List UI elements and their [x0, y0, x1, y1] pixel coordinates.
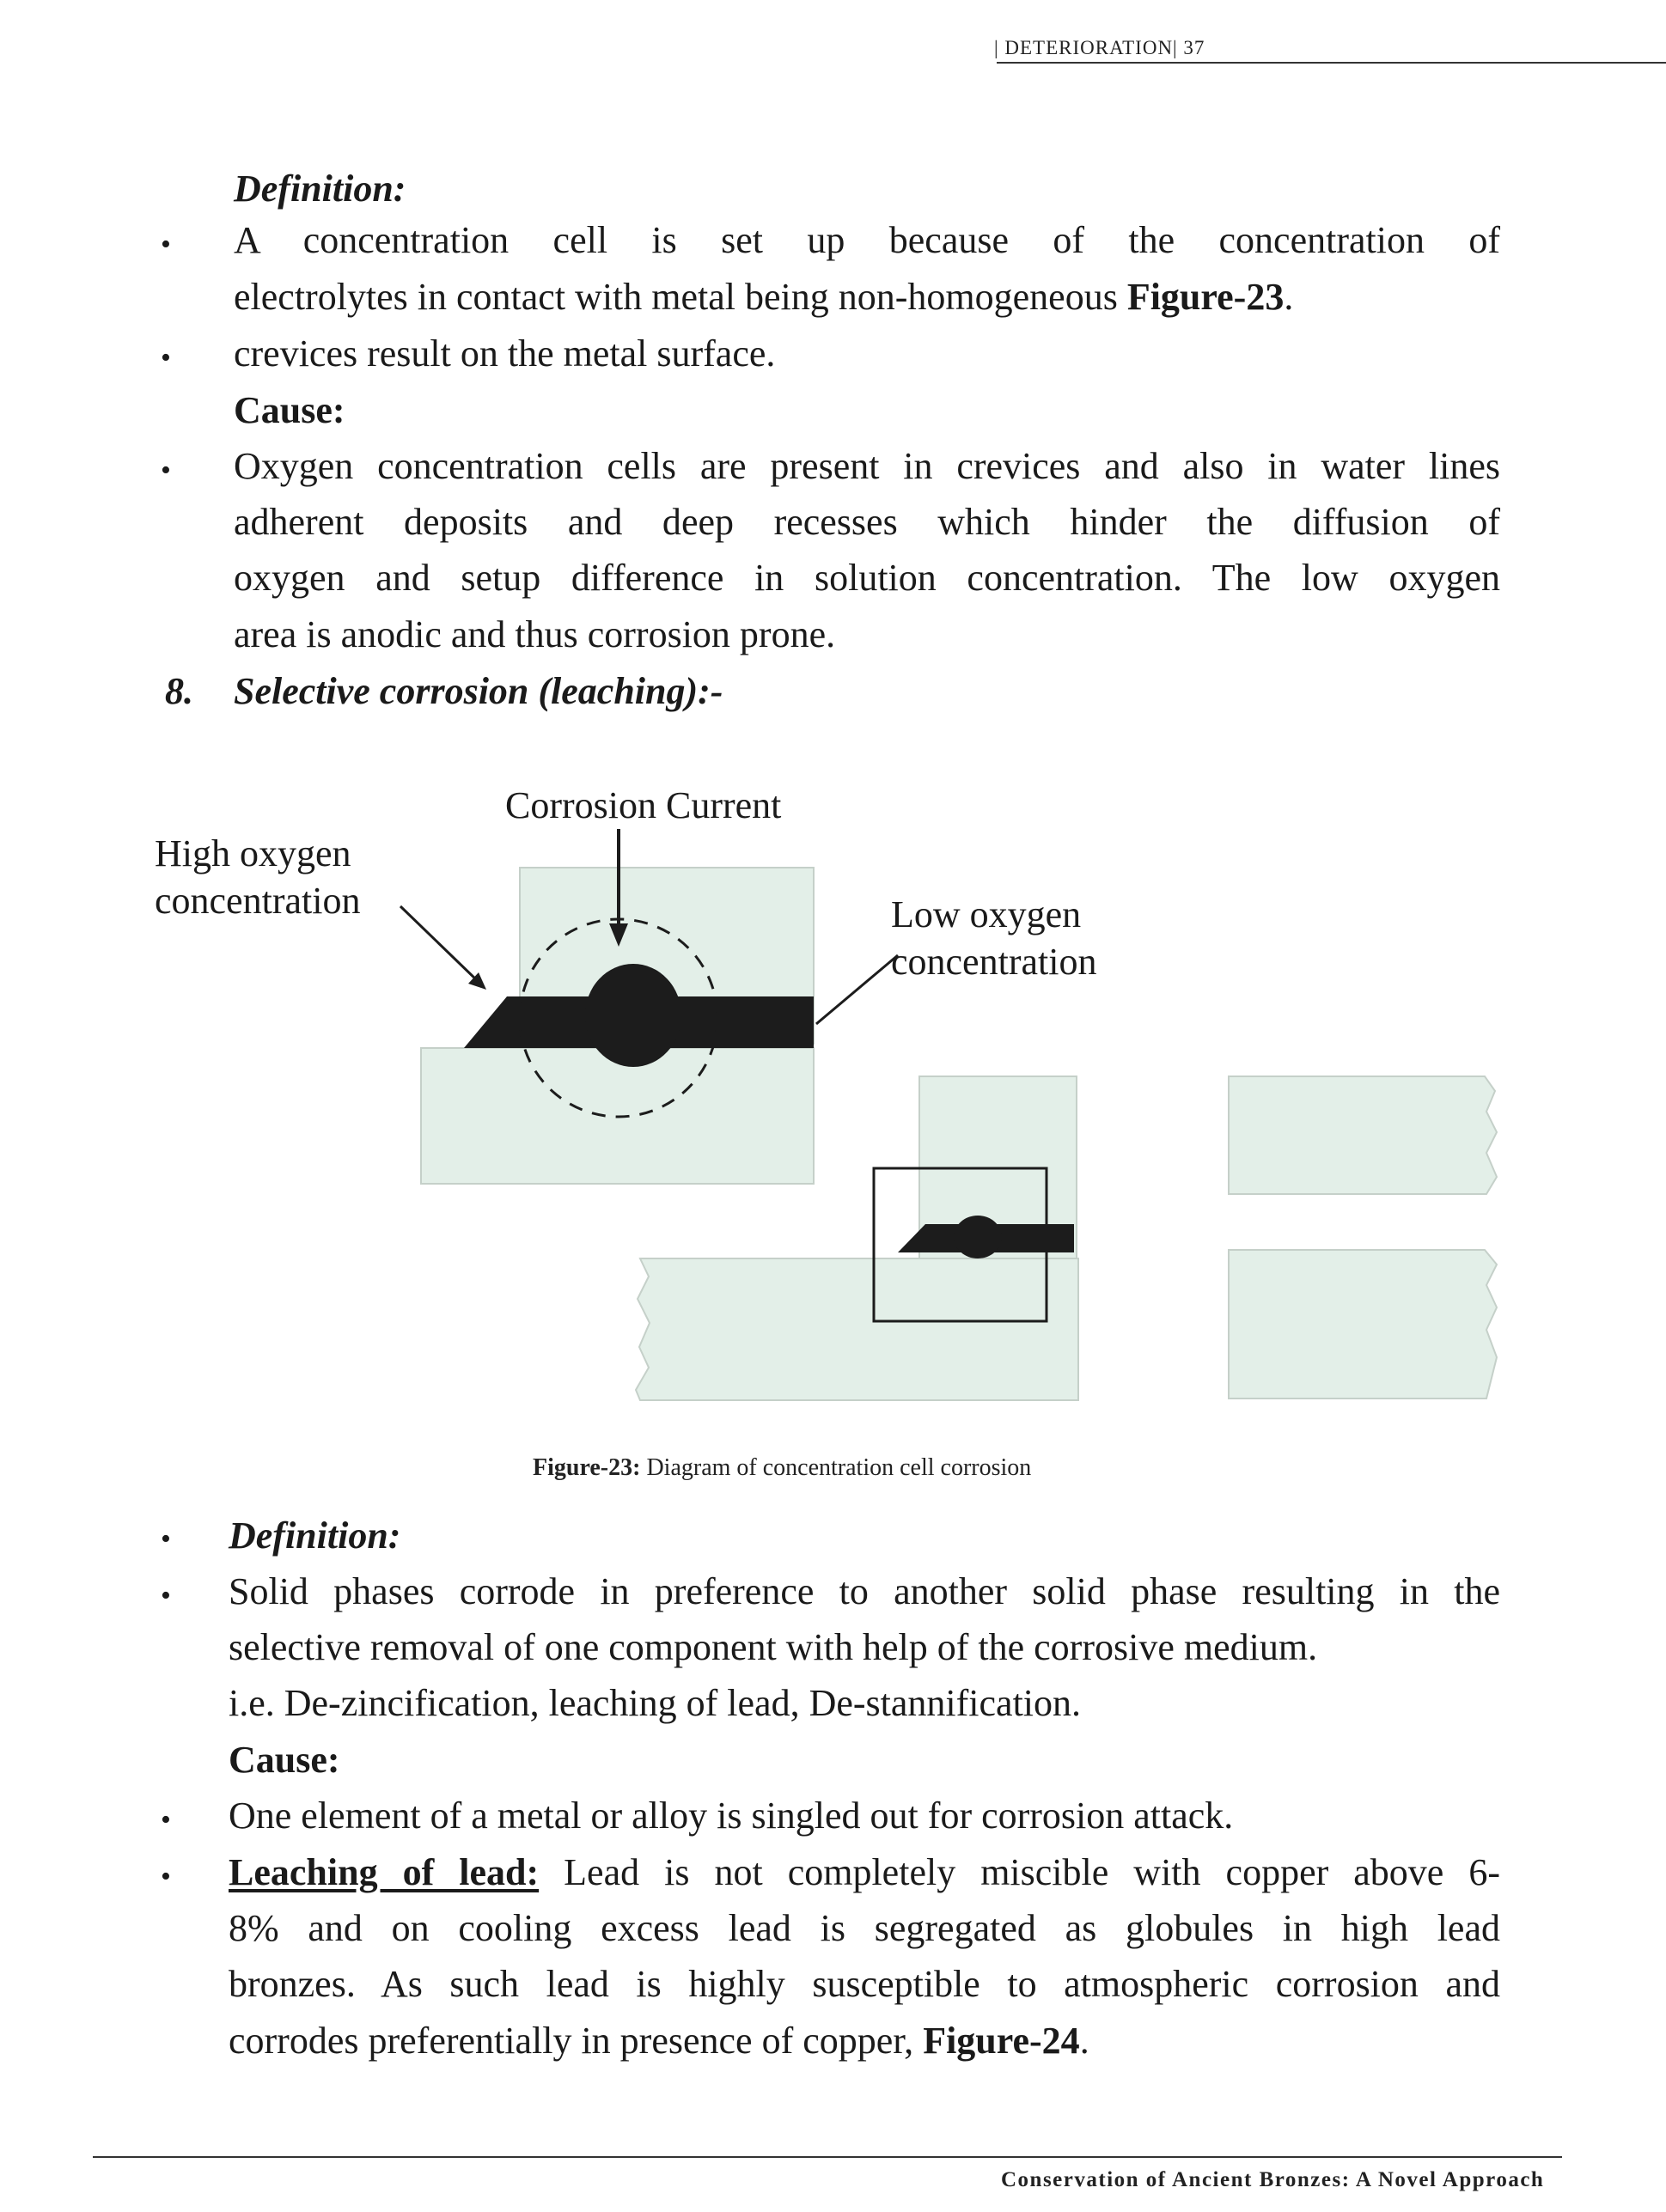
selective-definition-heading: Definition:: [229, 1514, 401, 1557]
definition-line-1: A concentration cell is set up because of the concentration of: [234, 219, 1500, 261]
high-oxygen-leader: [400, 906, 479, 983]
figure-23-diagram: [0, 756, 1666, 1495]
item-8-number: 8.: [165, 670, 193, 712]
selective-definition-line-3: i.e. De-zincification, leaching of lead, De-stannification.: [229, 1682, 1082, 1724]
running-header: | DETERIORATION| 37: [994, 37, 1205, 58]
bullet-dot: •: [161, 1523, 171, 1555]
footer-book-title: Conservation of Ancient Bronzes: A Novel Approach: [1001, 2168, 1545, 2191]
cause-line-4: area is anodic and thus corrosion prone.: [234, 613, 836, 655]
leaching-of-lead-label: Leaching of lead:: [229, 1851, 540, 1893]
low-oxygen-label-line-1: Low oxygen: [891, 893, 1082, 935]
cause-line-3: oxygen and setup difference in solution concentration. The low oxygen: [234, 557, 1500, 599]
corrosion-current-label: Corrosion Current: [505, 784, 782, 826]
selective-definition-line-1: Solid phases corrode in preference to another solid phase resulting in the: [229, 1570, 1500, 1612]
leaching-line-3: bronzes. As such lead is highly susceptible to atmospheric corrosion and: [229, 1963, 1500, 2005]
selective-cause-heading: Cause:: [229, 1739, 340, 1781]
bullet-dot: •: [161, 1861, 171, 1892]
definition-line-2: electrolytes in contact with metal being non-homogeneous Figure-23.: [234, 276, 1294, 318]
overview-right-upper-plate: [1229, 1076, 1497, 1194]
footer-rule: [93, 2156, 1562, 2158]
corrosion-pit: [585, 964, 681, 1067]
header-rule: [997, 62, 1666, 64]
bullet-dot: •: [161, 1804, 171, 1836]
figure-23-reference: Figure-23: [1126, 276, 1285, 318]
crevices-line: crevices result on the metal surface.: [234, 332, 776, 375]
high-oxygen-label-line-2: concentration: [155, 880, 361, 922]
overview-right-lower-plate: [1229, 1250, 1497, 1398]
bullet-dot: •: [161, 342, 171, 374]
bullet-dot: •: [161, 1580, 171, 1612]
definition-heading: Definition:: [234, 168, 406, 210]
overview-pit: [954, 1216, 1002, 1258]
figure-24-reference: Figure-24: [923, 2020, 1080, 2062]
selective-cause-line: One element of a metal or alloy is singled out for corrosion attack.: [229, 1795, 1234, 1837]
cause-heading: Cause:: [234, 389, 345, 431]
low-oxygen-label-line-2: concentration: [891, 941, 1097, 983]
low-oxygen-leader: [816, 955, 898, 1024]
leaching-line-2: 8% and on cooling excess lead is segregated as globules in high lead: [229, 1907, 1500, 1949]
leaching-line-4: corrodes preferentially in presence of copper, Figure-24.: [229, 2020, 1089, 2062]
item-8-title: Selective corrosion (leaching):-: [234, 670, 723, 712]
bullet-dot: •: [161, 229, 171, 260]
figure-23-caption: Figure-23: Diagram of concentration cell corrosion: [533, 1454, 1032, 1481]
selective-definition-line-2: selective removal of one component with help of the corrosive medium.: [229, 1626, 1318, 1668]
cause-line-2: adherent deposits and deep recesses which hinder the diffusion of: [234, 501, 1500, 543]
bullet-dot: •: [161, 454, 171, 486]
overview-bottom-plate: [636, 1258, 1078, 1400]
high-oxygen-label-line-1: High oxygen: [155, 832, 351, 874]
cause-line-1: Oxygen concentration cells are present in crevices and also in water lines: [234, 445, 1500, 487]
leaching-line-1: Leaching of lead: Lead is not completely miscible with copper above 6-: [229, 1851, 1500, 1893]
